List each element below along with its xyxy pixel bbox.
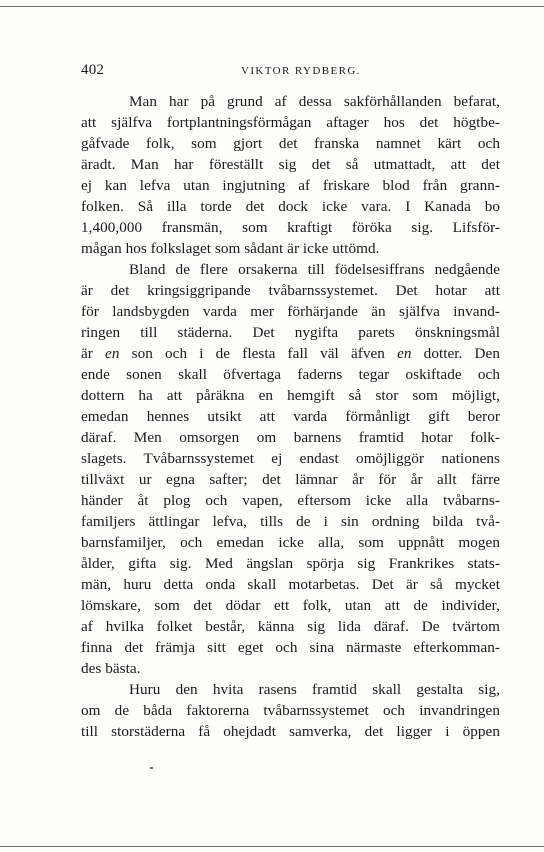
text-line: för landsbygden varda mer förhärjande än själfva invand-	[81, 303, 500, 320]
text-line: ringen till städerna. Det nygifta parets önskningsmål	[81, 324, 500, 341]
text-line: ålder, gifta sig. Med ängslan spörja sig Frankrikes stats-	[81, 555, 500, 572]
text-line: om de båda faktorerna tvåbarnssystemet och invandringen	[81, 702, 500, 719]
text-line: män, huru detta onda skall motarbetas. Det är så mycket	[81, 576, 500, 593]
text-line: dottern ha att påräkna en hemgift så stor som möjligt,	[81, 387, 500, 404]
text-line: att själfva fortplantningsförmågan aftager hos det högtbe-	[81, 114, 500, 131]
text-line: gåfvade folk, som gjort det franska namnet kärt och	[81, 135, 500, 152]
printer-mark	[150, 767, 153, 769]
text-fragment: är	[81, 345, 106, 362]
text-line: till storstäderna få ohejdadt samverka, det ligger i öppen	[81, 723, 500, 740]
text-line: lömskare, som det dödar ett folk, utan att de individer,	[81, 597, 500, 614]
text-line: Man har på grund af dessa sakförhållanden befarat,	[129, 93, 500, 110]
text-line: folken. Så illa torde det dock icke vara. I Kanada bo	[81, 198, 500, 215]
emphasized-word: en	[105, 345, 120, 362]
page-header	[81, 62, 501, 82]
bottom-edge-rule	[0, 846, 544, 847]
text-line: 1,400,000 fransmän, som kraftigt föröka sig. Lifsför-	[81, 219, 500, 236]
text-line: emedan hennes utsikt att varda förmånligt gift beror	[81, 408, 500, 425]
text-line: tillväxt ur egna safter; det lämnar år för år allt färre	[81, 471, 500, 488]
top-edge-rule	[0, 6, 544, 7]
text-line: ej kan lefva utan ingjutning af friskare blod från grann-	[81, 177, 500, 194]
emphasized-word: en	[397, 345, 412, 362]
text-line: slagets. Tvåbarnssystemet ej endast omöjliggör nationens	[81, 450, 500, 467]
paragraph-last-line: des bästa.	[81, 660, 141, 677]
text-line: äradt. Man har föreställt sig det så utmattadt, att det	[81, 156, 500, 173]
body-text	[81, 91, 500, 742]
running-head: VIKTOR RYDBERG.	[241, 65, 361, 77]
text-line: däraf. Men omsorgen om barnens framtid hotar folk-	[81, 429, 500, 446]
text-line: finna det främja sitt eget och sina närmaste efterkomman-	[81, 639, 500, 656]
text-fragment: dotter. Den	[411, 345, 500, 362]
text-fragment: son och i de flesta fall väl äfven	[119, 345, 398, 362]
paragraph-last-line: mågan hos folkslaget som sådant är icke uttömd.	[81, 240, 380, 257]
text-line: Huru den hvita rasens framtid skall gestalta sig,	[129, 681, 500, 698]
text-line: familjers ättlingar lefva, tills de i sin ordning bilda två-	[81, 513, 500, 530]
text-line: ende sonen skall öfvertaga faderns tegar oskiftade och	[81, 366, 500, 383]
text-line: barnsfamiljer, och emedan icke alla, som uppnått mogen	[81, 534, 500, 551]
text-line: af hvilka folket består, känna sig lida däraf. De tvärtom	[81, 618, 500, 635]
text-line: Bland de flere orsakerna till födelsesiffrans nedgående	[129, 261, 500, 278]
text-line: är det kringsiggripande tvåbarnssystemet. Det hotar att	[81, 282, 500, 299]
page-number: 402	[81, 62, 105, 78]
text-line: händer åt plog och vapen, eftersom icke alla tvåbarns-	[81, 492, 500, 509]
text-line-with-emphasis	[81, 343, 500, 364]
